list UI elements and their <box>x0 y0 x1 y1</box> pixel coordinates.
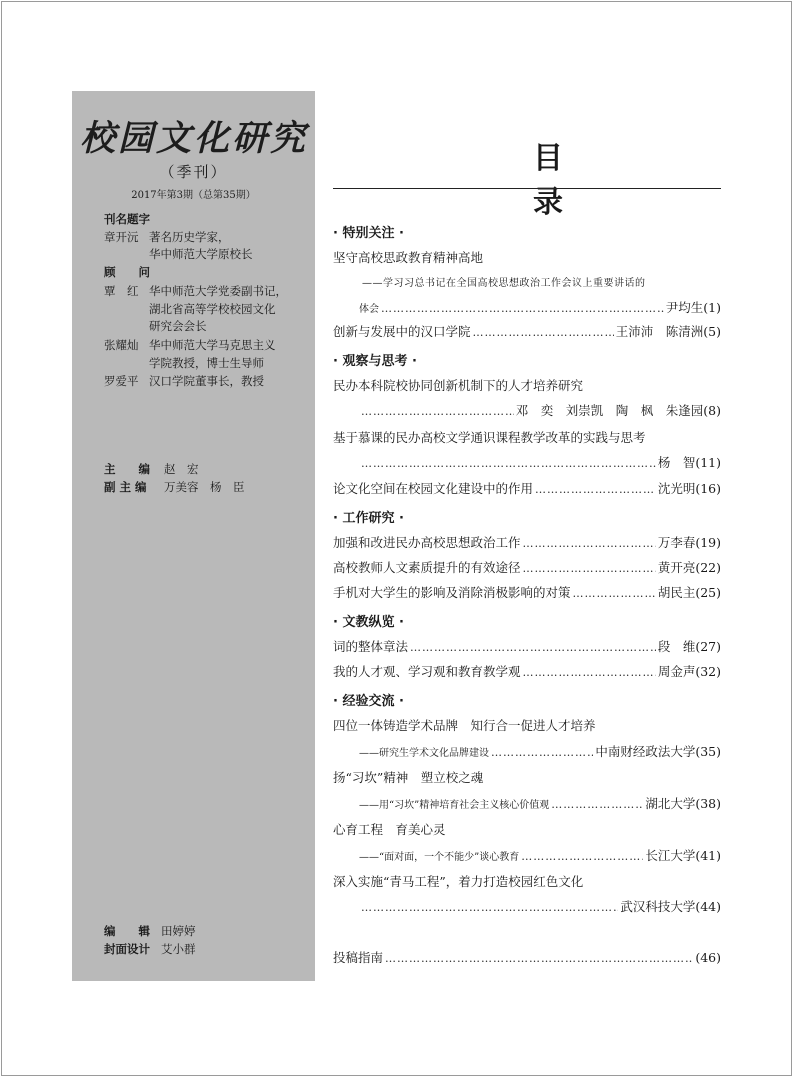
issue-info: 2017年第3期（总第35期） <box>131 190 256 201</box>
dot-leader <box>361 405 514 418</box>
copy-editor-name: 田婷婷 <box>161 924 196 938</box>
toc-entry-title: 我的人才观、学习观和教育教学观 <box>333 664 521 679</box>
dot-leader <box>385 952 693 965</box>
toc-title: 目 录 <box>533 141 641 220</box>
toc-entry-author-page: 湖北大学(38) <box>645 796 721 811</box>
dot-leader <box>523 537 656 550</box>
toc-entry-title: 词的整体章法 <box>333 639 409 654</box>
toc-entry-author-page: 杨 智(11) <box>657 455 721 470</box>
toc-entry-title[interactable]: 坚守高校思政教育精神高地 <box>333 250 484 265</box>
advisor-desc: 华中师范大学马克思主义 <box>149 338 276 352</box>
toc-entry[interactable] <box>359 794 721 812</box>
toc-entry-title: 高校教师人文素质提升的有效途径 <box>333 560 521 575</box>
toc-entry-title[interactable]: 民办本科院校协同创新机制下的人才培养研究 <box>333 378 584 393</box>
dot-leader <box>381 302 664 315</box>
toc-entry-subtitle: ——研究生学术文化品牌建设 <box>359 748 489 759</box>
section-heading: · 工作研究 · <box>333 511 404 526</box>
toc-entry-author-page: 段 维(27) <box>657 639 721 654</box>
dot-leader <box>535 483 656 496</box>
toc-entry-title[interactable]: 四位一体铸造学术品牌 知行合一促进人才培养 <box>333 718 596 733</box>
advisor-label: 顾 问 <box>104 265 150 279</box>
toc-entry-title: 手机对大学生的影响及消除消极影响的对策 <box>333 585 571 600</box>
masthead-panel <box>72 91 315 981</box>
editor-name: 赵 宏 <box>164 462 199 476</box>
toc-entry-title: 加强和改进民办高校思想政治工作 <box>333 535 521 550</box>
dot-leader <box>523 666 656 679</box>
advisor-desc: 华中师范大学党委副书记， <box>149 284 287 298</box>
dot-leader <box>491 746 593 759</box>
advisor-name: 张耀灿 <box>104 338 139 352</box>
dot-leader <box>523 562 656 575</box>
advisor-desc: 湖北省高等学校校园文化 <box>149 302 276 316</box>
section-heading: · 观察与思考 · <box>333 354 417 369</box>
advisor-desc: 汉口学院董事长，教授 <box>149 374 264 388</box>
toc-entry-title: 投稿指南 <box>333 950 384 965</box>
toc-entry-author-page: 万李春(19) <box>657 535 721 550</box>
toc-entry-author-page: 尹均生(1) <box>665 300 721 315</box>
toc-entry-title[interactable]: 扬“习坎”精神 塑立校之魂 <box>333 770 484 785</box>
calligrapher-desc: 华中师范大学原校长 <box>149 247 253 261</box>
section-heading: · 文教纵览 · <box>333 615 404 630</box>
toc-entry-author-page: 胡民主(25) <box>657 585 721 600</box>
toc-entry[interactable] <box>333 533 721 551</box>
cover-design-label: 封面设计 <box>104 942 150 956</box>
dot-leader <box>573 587 656 600</box>
toc-entry[interactable] <box>359 298 721 316</box>
dot-leader <box>473 326 614 339</box>
dot-leader <box>410 641 656 654</box>
toc-entry-title: 创新与发展中的汉口学院 <box>333 324 471 339</box>
toc-entry-title[interactable]: 心育工程 育美心灵 <box>333 822 446 837</box>
toc-entry-author-page: 邓 奕 刘崇凯 陶 枫 朱逢园(8) <box>515 403 721 418</box>
toc-entry-submission[interactable] <box>333 948 721 966</box>
editor-label: 主 编 <box>104 462 150 476</box>
toc-entry[interactable] <box>333 637 721 655</box>
toc-entry-subtitle: ——学习习总书记在全国高校思想政治工作会议上重要讲话的 <box>362 278 646 289</box>
toc-entry[interactable] <box>359 401 721 419</box>
journal-frequency: （季刊） <box>159 163 228 181</box>
advisor-desc: 学院教授，博士生导师 <box>149 356 264 370</box>
toc-entry[interactable] <box>333 583 721 601</box>
toc-entry[interactable] <box>333 322 721 340</box>
toc-entry-title: 论文化空间在校园文化建设中的作用 <box>333 481 534 496</box>
deputy-editor-label: 副 主 编 <box>104 480 147 494</box>
toc-entry[interactable] <box>333 558 721 576</box>
toc-entry-subtitle: ——用“习坎”精神培育社会主义核心价值观 <box>359 800 550 811</box>
dot-leader <box>521 850 643 863</box>
toc-entry-page: (46) <box>695 950 721 965</box>
advisor-name: 罗爱平 <box>104 374 139 388</box>
toc-entry-subtitle: ——“面对面，一个不能少”谈心教育 <box>359 852 520 863</box>
toc-entry[interactable] <box>359 453 721 471</box>
toc-entry[interactable] <box>359 846 721 864</box>
dot-leader <box>551 798 643 811</box>
toc-entry-author-page: 长江大学(41) <box>645 848 721 863</box>
toc-entry-subtitle-cont: 体会 <box>359 304 379 315</box>
section-heading: · 经验交流 · <box>333 694 404 709</box>
deputy-editor-names: 万美容 杨 臣 <box>164 480 245 494</box>
toc-entry-author-page: 黄开亮(22) <box>657 560 721 575</box>
toc-entry[interactable] <box>333 662 721 680</box>
toc-entry[interactable] <box>359 897 721 915</box>
advisor-name: 覃 红 <box>104 284 139 298</box>
toc-entry-title[interactable]: 基于慕课的民办高校文学通识课程教学改革的实践与思考 <box>333 430 646 445</box>
dot-leader <box>361 457 656 470</box>
toc-entry-author-page: 王沛沛 陈清洲(5) <box>615 324 721 339</box>
toc-divider <box>333 188 721 189</box>
toc-entry-author-page: 武汉科技大学(44) <box>620 899 721 914</box>
section-heading: · 特别关注 · <box>333 226 404 241</box>
advisor-desc: 研究会会长 <box>149 319 207 333</box>
calligrapher-desc: 著名历史学家， <box>149 230 230 244</box>
toc-entry-title[interactable]: 深入实施“青马工程”，着力打造校园红色文化 <box>333 874 584 889</box>
calligraphy-label: 刊名题字 <box>104 212 150 226</box>
journal-title: 校园文化研究 <box>80 118 309 159</box>
copy-editor-label: 编 辑 <box>104 924 150 938</box>
toc-entry-author-page: 中南财经政法大学(35) <box>595 744 721 759</box>
toc-entry-author-page: 沈光明(16) <box>657 481 721 496</box>
dot-leader <box>361 901 618 914</box>
calligrapher-name: 章开沅 <box>104 230 139 244</box>
toc-entry[interactable] <box>359 742 721 760</box>
toc-entry[interactable] <box>333 479 721 497</box>
cover-designer-name: 艾小群 <box>161 942 196 956</box>
toc-entry-author-page: 周金声(32) <box>657 664 721 679</box>
